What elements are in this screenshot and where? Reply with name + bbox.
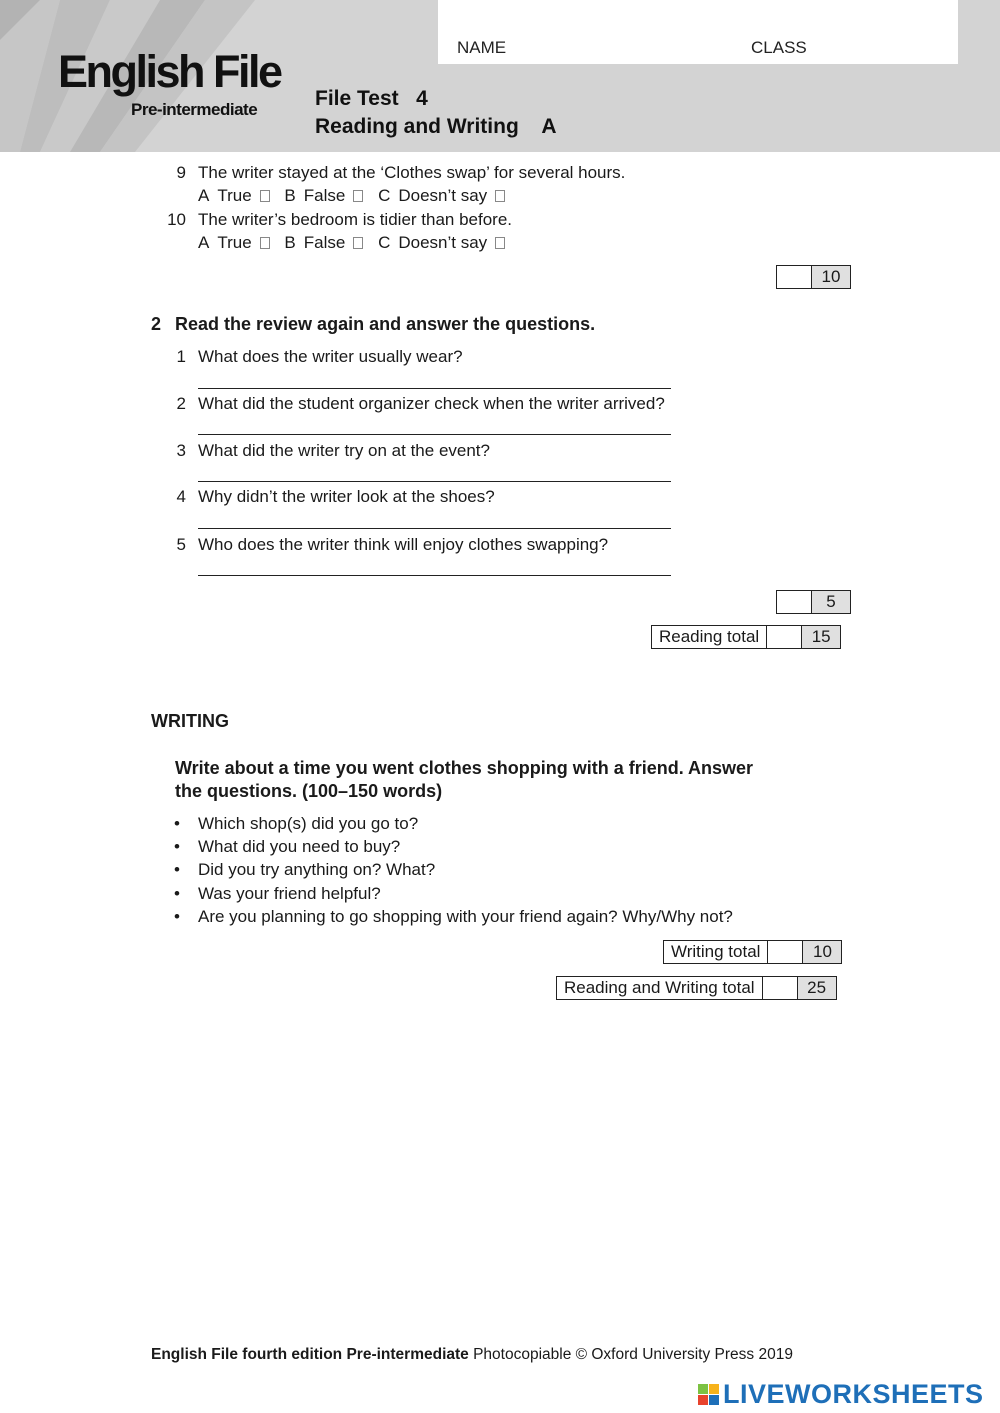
question-text: What did the student organizer check when the writer arrived? bbox=[198, 394, 665, 413]
class-label: CLASS bbox=[751, 38, 807, 57]
bullet-icon: • bbox=[174, 814, 180, 833]
part2-score-box bbox=[776, 590, 851, 614]
option-false[interactable] bbox=[284, 186, 373, 206]
bullet-text: Are you planning to go shopping with your friend again? Why/Why not? bbox=[198, 907, 733, 926]
bullet-icon: • bbox=[174, 860, 180, 879]
answer-options bbox=[198, 186, 515, 206]
option-label: True bbox=[217, 186, 252, 205]
option-label: True bbox=[217, 233, 252, 252]
test-title bbox=[315, 85, 557, 141]
question-number: 9 bbox=[176, 163, 186, 182]
bullet-icon: • bbox=[174, 837, 180, 856]
bullet-item bbox=[174, 837, 400, 857]
question-text: What does the writer usually wear? bbox=[198, 347, 463, 366]
reading-writing-total-label: Reading and Writing total bbox=[557, 977, 763, 999]
part1-score-box bbox=[776, 265, 851, 289]
option-doesnt-say[interactable] bbox=[378, 233, 515, 253]
copyright-footer bbox=[151, 1346, 793, 1364]
score-max: 5 bbox=[812, 591, 850, 613]
option-letter: C bbox=[378, 233, 391, 252]
score-max: 10 bbox=[812, 266, 850, 288]
score-input[interactable] bbox=[777, 266, 812, 288]
page-header bbox=[0, 0, 1000, 152]
question-number: 2 bbox=[176, 394, 186, 413]
score-input[interactable] bbox=[763, 977, 798, 999]
bullet-item bbox=[174, 907, 733, 927]
question-text: The writer’s bedroom is tidier than before. bbox=[198, 210, 513, 229]
score-input[interactable] bbox=[777, 591, 812, 613]
test-title-line2: Reading and Writing A bbox=[315, 115, 557, 138]
logo-title: English File bbox=[58, 46, 281, 97]
bullet-item bbox=[174, 860, 435, 880]
bullet-item bbox=[174, 884, 381, 904]
writing-heading: WRITING bbox=[151, 711, 229, 731]
writing-instruction-line2: the questions. (100–150 words) bbox=[175, 781, 443, 801]
test-title-line1: File Test 4 bbox=[315, 87, 428, 110]
name-label: NAME bbox=[457, 38, 507, 57]
bullet-icon: • bbox=[174, 907, 180, 926]
reading-writing-total-box bbox=[556, 976, 837, 1000]
writing-total-box bbox=[663, 940, 842, 964]
bullet-item bbox=[174, 814, 418, 834]
bullet-icon: • bbox=[174, 884, 180, 903]
answer-line[interactable] bbox=[198, 481, 671, 482]
section-number: 2 bbox=[151, 314, 162, 334]
option-letter: A bbox=[198, 186, 210, 205]
question-text: Who does the writer think will enjoy clothes swapping? bbox=[198, 535, 609, 554]
checkbox[interactable] bbox=[353, 237, 363, 249]
question-number: 4 bbox=[176, 487, 186, 506]
writing-instruction-line1: Write about a time you went clothes shopping with a friend. Answer bbox=[175, 758, 754, 778]
question-number: 1 bbox=[176, 347, 186, 366]
answer-options bbox=[198, 233, 515, 253]
option-false[interactable] bbox=[284, 233, 373, 253]
option-label: False bbox=[303, 233, 346, 252]
name-class-box bbox=[438, 0, 958, 64]
writing-total-label: Writing total bbox=[664, 941, 768, 963]
score-input[interactable] bbox=[767, 626, 802, 648]
option-letter: A bbox=[198, 233, 210, 252]
bullet-text: Was your friend helpful? bbox=[198, 884, 381, 903]
reading-total-label: Reading total bbox=[652, 626, 767, 648]
reading-total-box bbox=[651, 625, 841, 649]
score-input[interactable] bbox=[768, 941, 803, 963]
question-number: 3 bbox=[176, 441, 186, 460]
footer-copyright: Photocopiable © Oxford University Press 2019 bbox=[468, 1346, 793, 1363]
option-letter: C bbox=[378, 186, 391, 205]
option-true[interactable] bbox=[198, 186, 280, 206]
answer-line[interactable] bbox=[198, 528, 671, 529]
checkbox[interactable] bbox=[260, 237, 270, 249]
question-number: 10 bbox=[167, 210, 186, 229]
brand-name: LIVEWORKSHEETS bbox=[723, 1379, 984, 1409]
option-doesnt-say[interactable] bbox=[378, 186, 515, 206]
checkbox[interactable] bbox=[495, 237, 505, 249]
section-title: Read the review again and answer the questions. bbox=[175, 314, 596, 334]
checkbox[interactable] bbox=[353, 190, 363, 202]
score-max: 10 bbox=[803, 941, 841, 963]
answer-line[interactable] bbox=[198, 575, 671, 576]
bullet-text: Did you try anything on? What? bbox=[198, 860, 436, 879]
question-text: The writer stayed at the ‘Clothes swap’ for several hours. bbox=[198, 163, 626, 182]
answer-line[interactable] bbox=[198, 388, 671, 389]
option-letter: B bbox=[284, 186, 296, 205]
liveworksheets-logo-icon bbox=[698, 1384, 720, 1406]
footer-book-title: English File fourth edition Pre-intermediate bbox=[151, 1346, 469, 1363]
option-letter: B bbox=[284, 233, 296, 252]
option-label: False bbox=[303, 186, 346, 205]
bullet-text: What did you need to buy? bbox=[198, 837, 401, 856]
question-number: 5 bbox=[176, 535, 186, 554]
question-text: What did the writer try on at the event? bbox=[198, 441, 490, 460]
question-text: Why didn’t the writer look at the shoes? bbox=[198, 487, 495, 506]
score-max: 25 bbox=[798, 977, 836, 999]
checkbox[interactable] bbox=[495, 190, 505, 202]
option-true[interactable] bbox=[198, 233, 280, 253]
score-max: 15 bbox=[802, 626, 840, 648]
logo-subtitle: Pre-intermediate bbox=[131, 100, 258, 119]
answer-line[interactable] bbox=[198, 434, 671, 435]
checkbox[interactable] bbox=[260, 190, 270, 202]
option-label: Doesn’t say bbox=[398, 233, 488, 252]
option-label: Doesn’t say bbox=[398, 186, 488, 205]
liveworksheets-brand[interactable] bbox=[698, 1379, 984, 1410]
bullet-text: Which shop(s) did you go to? bbox=[198, 814, 419, 833]
